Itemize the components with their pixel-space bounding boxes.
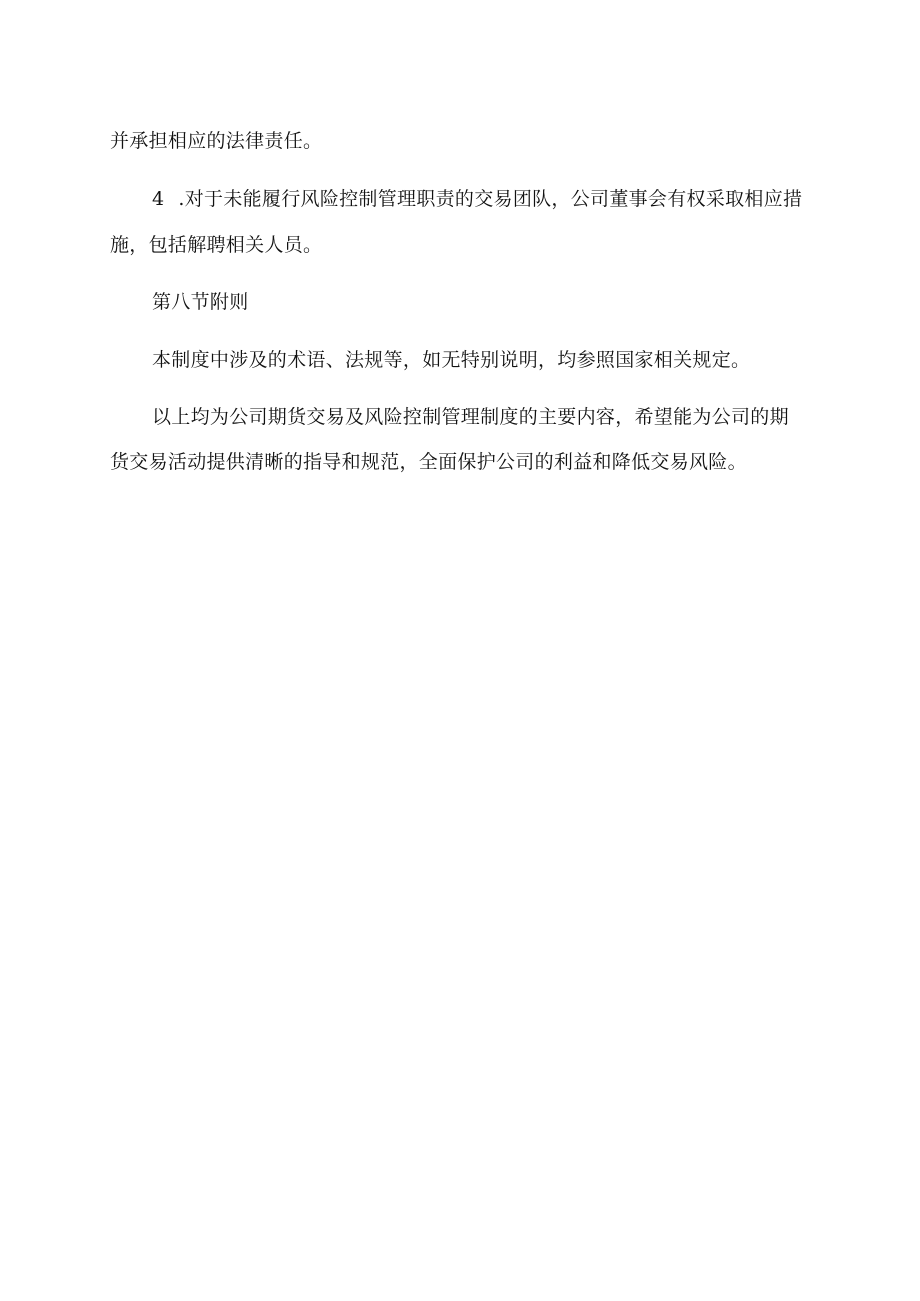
closing-paragraph-line-2: 货交易活动提供清晰的指导和规范，全面保护公司的利益和降低交易风险。 [110, 451, 747, 473]
item-4-line-1 [152, 187, 802, 211]
continuation-line: 并承担相应的法律责任。 [110, 130, 323, 152]
item-4-text: .对于未能履行风险控制管理职责的交易团队，公司董事会有权采取相应措 [178, 188, 803, 210]
section-heading: 第八节附则 [152, 291, 249, 313]
terms-paragraph: 本制度中涉及的术语、法规等，如无特别说明，均参照国家相关规定。 [152, 349, 751, 371]
item-4-line-2: 施，包括解聘相关人员。 [110, 234, 323, 256]
closing-paragraph-line-1: 以上均为公司期货交易及风险控制管理制度的主要内容，希望能为公司的期 [152, 406, 789, 428]
item-4-number: 4 [152, 188, 165, 210]
